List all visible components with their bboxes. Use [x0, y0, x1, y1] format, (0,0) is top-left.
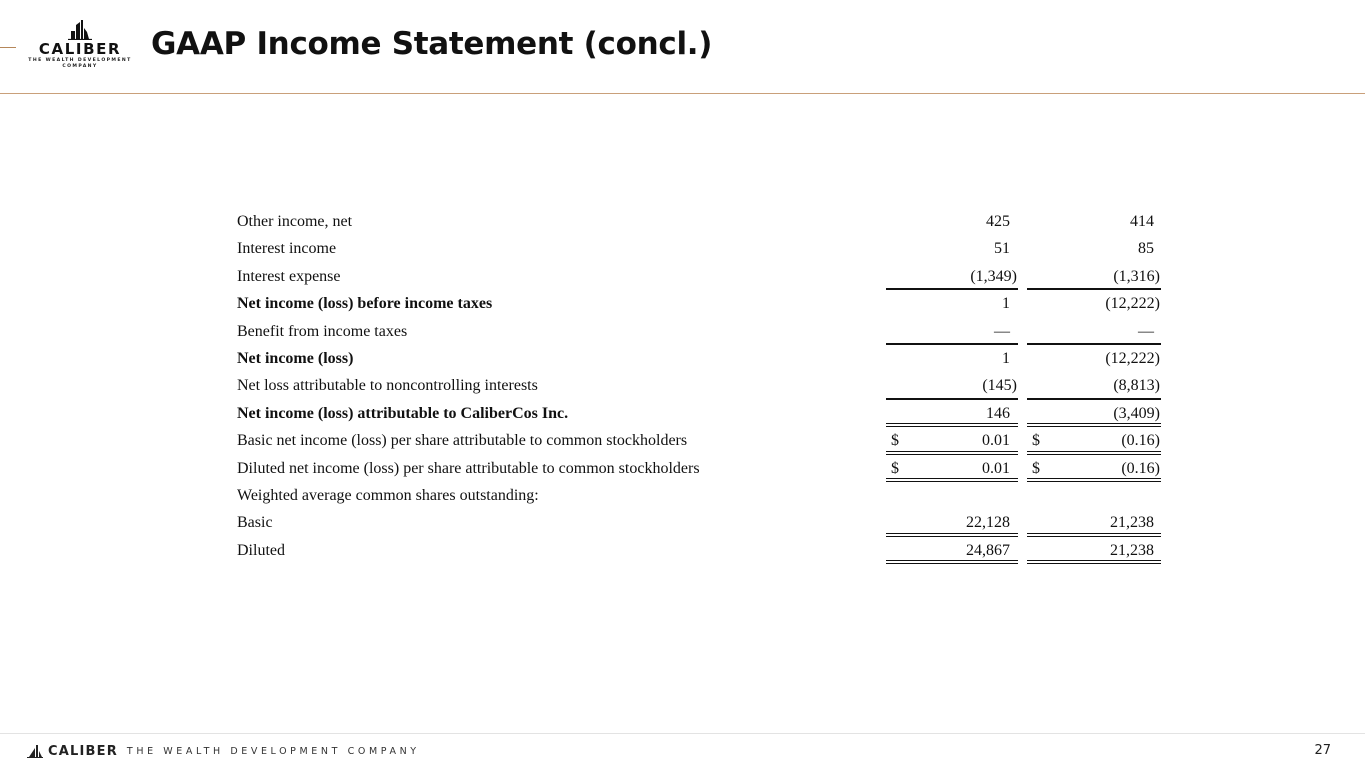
value: 22,128 [966, 514, 1010, 532]
cell-col1 [886, 509, 1018, 536]
value: (0.16) [1121, 432, 1160, 450]
cell-col1 [886, 208, 1018, 235]
currency-symbol: $ [1032, 432, 1040, 450]
value: (3,409) [1113, 404, 1160, 422]
page-number: 27 [1314, 743, 1331, 758]
logo-tagline-line2: COMPANY [62, 63, 98, 69]
value: 21,238 [1110, 514, 1154, 532]
table-row [237, 235, 1167, 262]
currency-symbol: $ [891, 459, 899, 477]
cell-col2 [1027, 208, 1161, 235]
value: (12,222) [1105, 295, 1160, 313]
table-row [237, 427, 1167, 454]
cell-col2 [1027, 400, 1161, 427]
value: 51 [994, 240, 1010, 258]
table-row [237, 345, 1167, 372]
cell-col1 [886, 455, 1018, 482]
caliber-logo[interactable] [22, 18, 138, 74]
row-label: Net income (loss) [237, 349, 354, 367]
table-row [237, 455, 1167, 482]
row-label: Diluted net income (loss) per share attributable to common stockholders [237, 459, 700, 477]
row-label: Net income (loss) attributable to CaliberCos Inc. [237, 404, 569, 422]
cell-col2 [1027, 318, 1161, 345]
row-label: Net loss attributable to noncontrolling interests [237, 377, 538, 395]
accent-line [0, 47, 16, 48]
cell-col2 [1027, 427, 1161, 454]
value: 425 [986, 213, 1010, 230]
table-row [237, 318, 1167, 345]
value: (0.16) [1121, 459, 1160, 477]
cell-col1 [886, 372, 1018, 399]
value: (12,222) [1105, 349, 1160, 367]
value: 414 [1130, 213, 1154, 230]
cell-col1 [886, 318, 1018, 345]
table-row [237, 208, 1167, 235]
value: 0.01 [982, 432, 1010, 450]
row-label: Interest expense [237, 267, 341, 285]
cell-col2 [1027, 509, 1161, 536]
value: (145) [982, 377, 1017, 395]
footer-brand-name: CALIBER [48, 743, 118, 759]
building-icon [67, 18, 93, 40]
row-label: Net income (loss) before income taxes [237, 295, 493, 313]
footer-divider [0, 733, 1365, 734]
income-statement-table [237, 208, 1167, 564]
cell-col2 [1027, 290, 1161, 317]
value: 1 [1002, 295, 1010, 313]
row-label: Basic net income (loss) per share attributable to common stockholders [237, 432, 688, 450]
currency-symbol: $ [891, 432, 899, 450]
cell-col1 [886, 290, 1018, 317]
row-label: Other income, net [237, 213, 353, 230]
table-row [237, 509, 1167, 536]
footer-tagline: THE WEALTH DEVELOPMENT COMPANY [126, 745, 420, 757]
row-label: Benefit from income taxes [237, 322, 408, 340]
logo-tagline-line1: THE WEALTH DEVELOPMENT [28, 58, 132, 63]
table-row [237, 263, 1167, 290]
value: 85 [1138, 240, 1154, 258]
cell-col2 [1027, 263, 1161, 290]
cell-col1 [886, 427, 1018, 454]
table-row [237, 537, 1167, 564]
logo-brand: CALIBER [38, 40, 122, 58]
table-row [237, 290, 1167, 317]
row-label: Basic [237, 514, 273, 532]
page-title: GAAP Income Statement (concl.) [151, 26, 713, 62]
value: — [1138, 322, 1154, 340]
cell-col1 [886, 345, 1018, 372]
cell-col1 [886, 235, 1018, 262]
cell-col2 [1027, 235, 1161, 262]
table-row [237, 482, 1167, 509]
row-label: Diluted [237, 541, 285, 559]
table-row [237, 372, 1167, 399]
value: (1,349) [970, 267, 1017, 285]
row-label: Weighted average common shares outstanding: [237, 486, 539, 504]
value: 0.01 [982, 459, 1010, 477]
value: 1 [1002, 349, 1010, 367]
value: 21,238 [1110, 541, 1154, 559]
value: (8,813) [1113, 377, 1160, 395]
value: — [994, 322, 1010, 340]
value: 146 [986, 404, 1010, 422]
building-icon [26, 744, 44, 758]
cell-col2 [1027, 537, 1161, 564]
row-label: Interest income [237, 240, 337, 258]
cell-col2 [1027, 345, 1161, 372]
currency-symbol: $ [1032, 459, 1040, 477]
cell-col2 [1027, 372, 1161, 399]
header-divider [0, 93, 1365, 94]
cell-col2 [1027, 455, 1161, 482]
value: (1,316) [1113, 267, 1160, 285]
value: 24,867 [966, 541, 1010, 559]
cell-col1 [886, 263, 1018, 290]
table-row [237, 400, 1167, 427]
cell-col1 [886, 400, 1018, 427]
cell-col1 [886, 537, 1018, 564]
footer-brand [26, 742, 420, 760]
